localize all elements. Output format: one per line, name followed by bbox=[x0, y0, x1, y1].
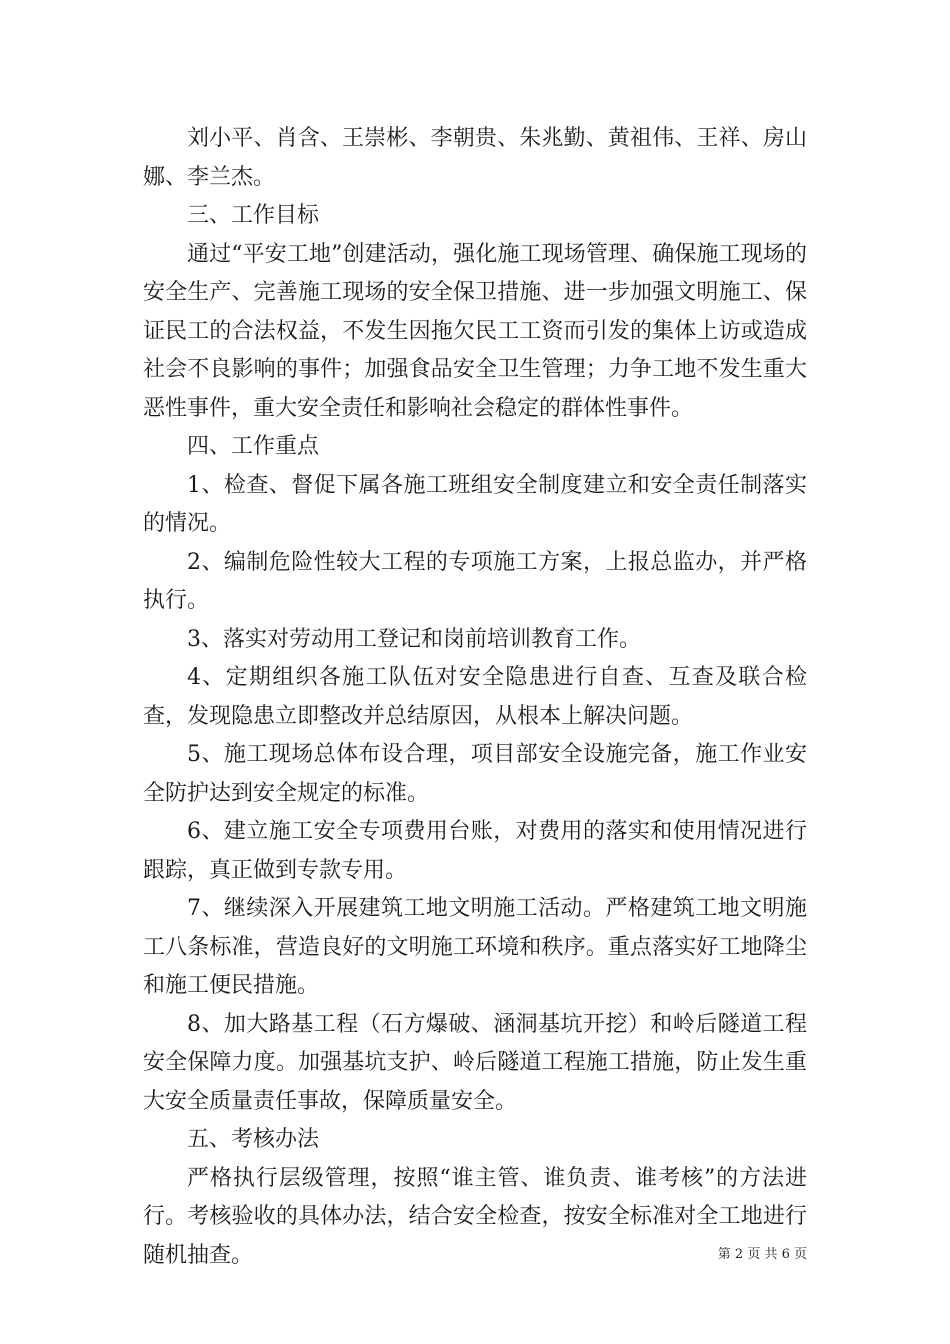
paragraph-names-list: 刘小平、肖含、王崇彬、李朝贵、朱兆勤、黄祖伟、王祥、房山娜、李兰杰。 bbox=[143, 126, 807, 190]
heading-work-goals: 三、工作目标 bbox=[187, 203, 320, 228]
paragraph-assessment: 严格执行层级管理，按照“谁主管、谁负责、谁考核”的方法进行。考核验收的具体办法，结合安全检查，按安全标准对全工地进行随机抽查。 bbox=[143, 1165, 807, 1268]
list-item-focus-2: 2、编制危险性较大工程的专项施工方案，上报总监办，并严格执行。 bbox=[143, 549, 807, 613]
list-item-focus-3: 3、落实对劳动用工登记和岗前培训教育工作。 bbox=[187, 626, 641, 652]
list-item-focus-6: 6、建立施工安全专项费用台账，对费用的落实和使用情况进行跟踪，真正做到专款专用。 bbox=[143, 819, 807, 883]
list-item-focus-5: 5、施工现场总体布设合理，项目部安全设施完备，施工作业安全防护达到安全规定的标准。 bbox=[143, 742, 807, 806]
paragraph-work-goals: 通过“平安工地”创建活动，强化施工现场管理、确保施工现场的安全生产、完善施工现场的安全保卫措施、进一步加强文明施工、保证民工的合法权益，不发生因拖欠民工工资而引发的集体上访或造成社会不良影响的事件；加强食品安全卫生管理；力争工地不发生重大恶性事件，重大安全责任和影响社会稳定的群体性事件。 bbox=[143, 241, 807, 421]
list-item-focus-4: 4、定期组织各施工队伍对安全隐患进行自查、互查及联合检查，发现隐患立即整改并总结原因，从根本上解决问题。 bbox=[143, 665, 807, 729]
heading-assessment: 五、考核办法 bbox=[187, 1127, 320, 1152]
document-body bbox=[143, 120, 807, 1275]
list-item-focus-7: 7、继续深入开展建筑工地文明施工活动。严格建筑工地文明施工八条标准，营造良好的文明施工环境和秩序。重点落实好工地降尘和施工便民措施。 bbox=[143, 896, 807, 998]
list-item-focus-8: 8、加大路基工程（石方爆破、涵洞基坑开挖）和岭后隧道工程安全保障力度。加强基坑支护、岭后隧道工程施工措施，防止发生重大安全质量责任事故，保障质量安全。 bbox=[143, 1011, 807, 1114]
list-item-focus-1: 1、检查、督促下属各施工班组安全制度建立和安全责任制落实的情况。 bbox=[143, 472, 807, 536]
heading-work-focus: 四、工作重点 bbox=[187, 434, 320, 459]
page-number-footer: 第 2 页 共 6 页 bbox=[717, 1247, 807, 1262]
